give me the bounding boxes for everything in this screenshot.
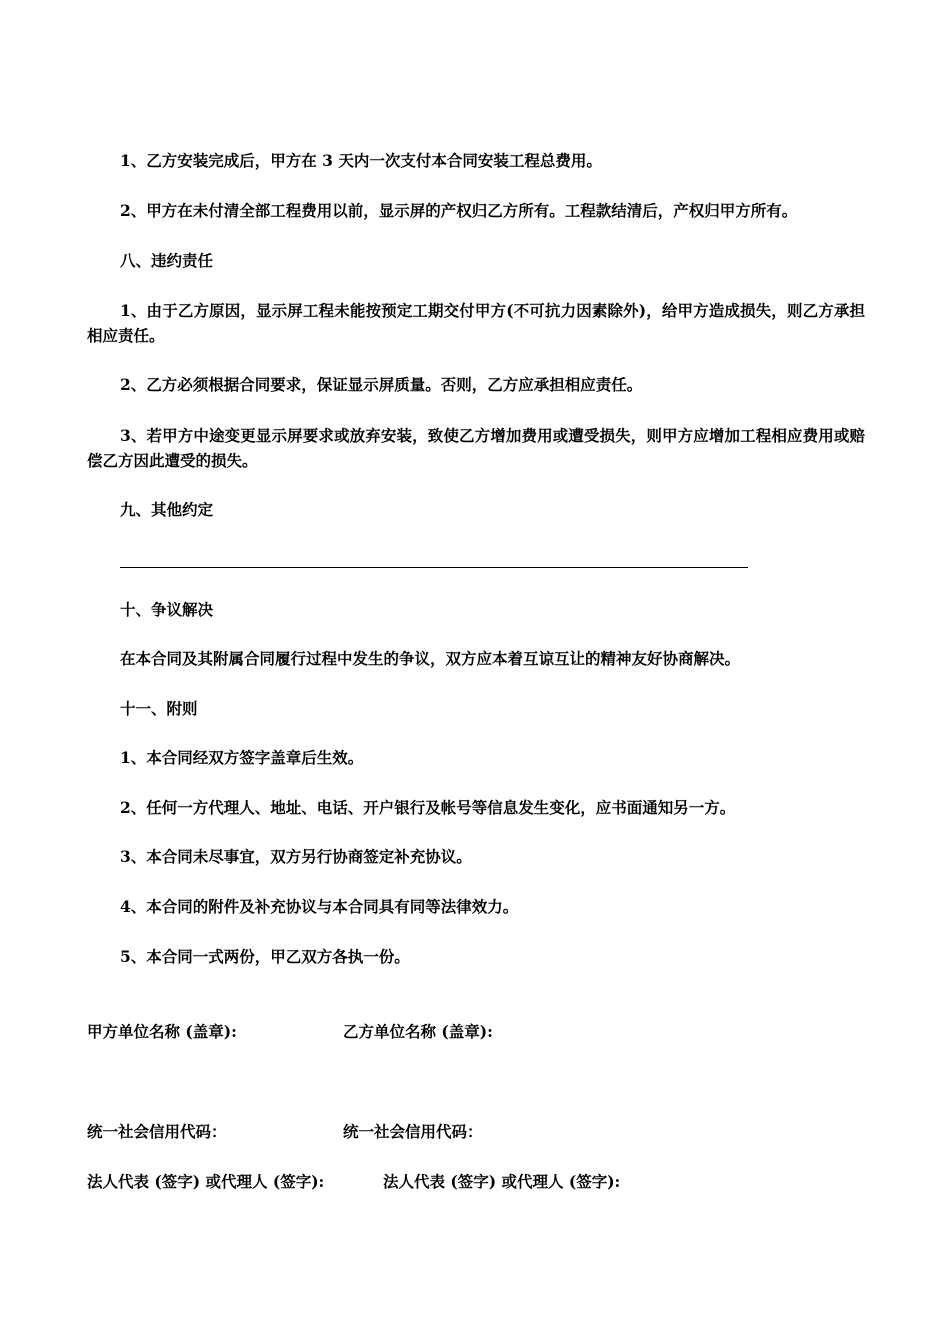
party-a-representative-label: 法人代表 (签字) 或代理人 (签字):	[87, 1172, 325, 1191]
payment-item-1: 1、乙方安装完成后，甲方在 3 天内一次支付本合同安装工程总费用。	[120, 151, 602, 170]
section-8-item-3: 3、若甲方中途变更显示屏要求或放弃安装，致使乙方增加费用或遭受损失，则甲方应增加工程相应费用或赔偿乙方因此遭受的损失。	[87, 426, 865, 470]
party-a-name-label: 甲方单位名称 (盖章):	[87, 1022, 237, 1041]
section-8-item-1: 1、由于乙方原因，显示屏工程未能按预定工期交付甲方(不可抗力因素除外)，给甲方造成损失，则乙方承担相应责任。	[87, 301, 865, 345]
section-11-item-3: 3、本合同未尽事宜，双方另行协商签定补充协议。	[120, 847, 472, 866]
blank-fill-line	[120, 567, 748, 568]
section-8-heading: 八、违约责任	[120, 251, 214, 270]
party-a-credit-code-label: 统一社会信用代码：	[87, 1122, 227, 1141]
party-b-name-label: 乙方单位名称 (盖章):	[343, 1022, 493, 1041]
party-b-credit-code-label: 统一社会信用代码：	[343, 1122, 483, 1141]
section-11-item-4: 4、本合同的附件及补充协议与本合同具有同等法律效力。	[120, 897, 519, 916]
section-8-item-2: 2、乙方必须根据合同要求，保证显示屏质量。否则，乙方应承担相应责任。	[120, 375, 643, 394]
payment-item-2: 2、甲方在未付清全部工程费用以前，显示屏的产权归乙方所有。工程款结清后，产权归甲方所有。	[120, 201, 798, 220]
section-11-item-2: 2、任何一方代理人、地址、电话、开户银行及帐号等信息发生变化，应书面通知另一方。	[120, 798, 736, 817]
party-b-representative-label: 法人代表 (签字) 或代理人 (签字):	[383, 1172, 621, 1191]
section-11-item-1: 1、本合同经双方签字盖章后生效。	[120, 748, 364, 767]
section-9-heading: 九、其他约定	[120, 500, 214, 519]
section-10-text: 在本合同及其附属合同履行过程中发生的争议，双方应本着互谅互让的精神友好协商解决。	[120, 649, 741, 668]
section-11-heading: 十一、附则	[120, 699, 198, 718]
section-10-heading: 十、争议解决	[120, 600, 214, 619]
section-11-item-5: 5、本合同一式两份，甲乙双方各执一份。	[120, 947, 410, 966]
